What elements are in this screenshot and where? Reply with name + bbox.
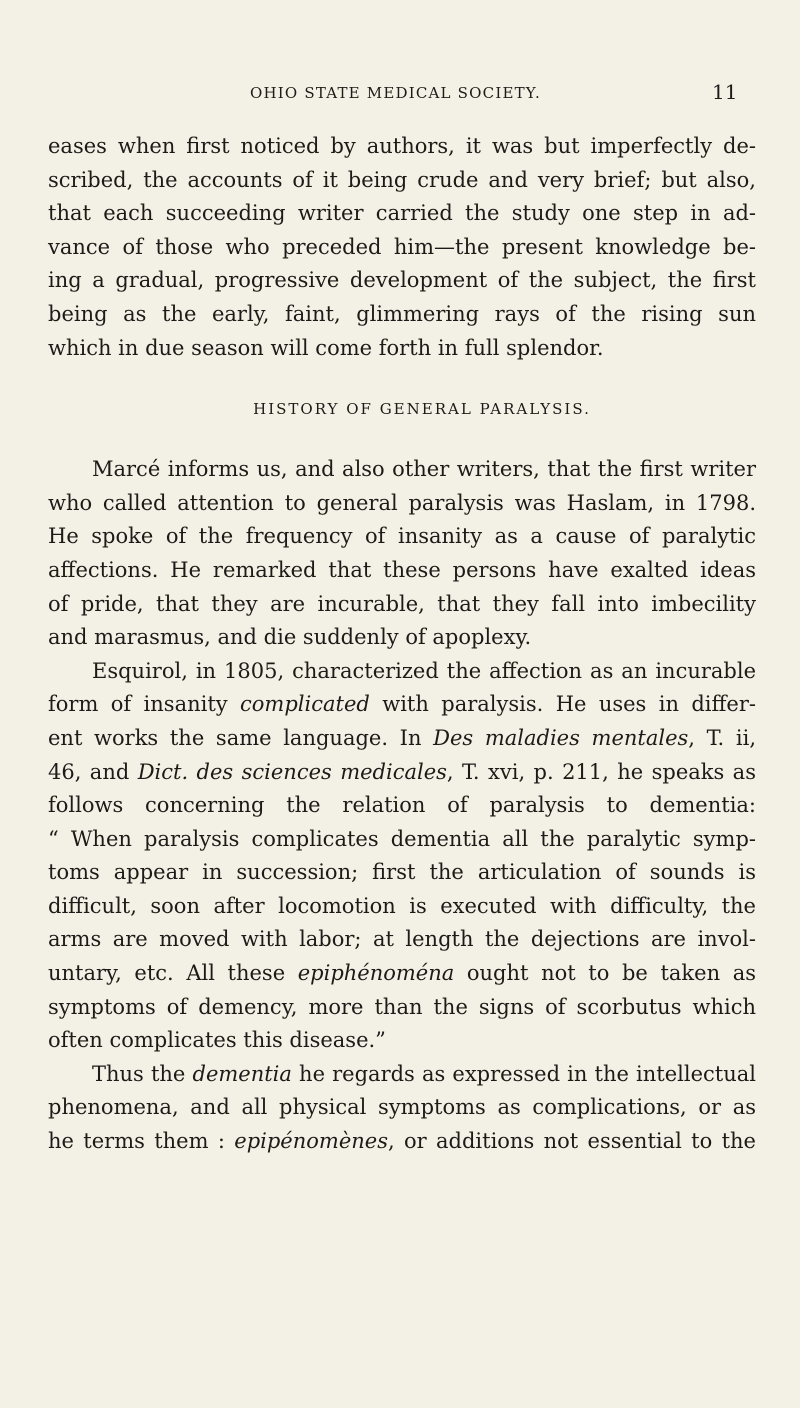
italic-term: dementia: [192, 1061, 292, 1086]
italic-title: Dict. des sciences medicales: [137, 759, 447, 784]
italic-term: complicated: [240, 692, 370, 717]
text-line: form of insanity complicated with paralysis. He uses in differ-: [48, 692, 756, 717]
running-head: OHIO STATE MEDICAL SOCIETY.: [250, 84, 541, 102]
text-line: eases when first noticed by authors, it was but imperfectly de-: [48, 134, 756, 158]
paragraph-continuation: [48, 130, 756, 365]
text-line: He spoke of the frequency of insanity as a cause of paralytic: [48, 524, 756, 549]
text-line: which in due season will come forth in full splendor.: [48, 335, 604, 360]
page-number: 11: [712, 80, 738, 104]
italic-term: epipénomènes: [234, 1129, 388, 1154]
text-line: scribed, the accounts of it being crude and very brief; but also,: [48, 167, 756, 192]
paragraph-esquirol: [48, 655, 756, 1058]
section-heading: HISTORY OF GENERAL PARALYSIS.: [253, 400, 591, 419]
text-line: arms are moved with labor; at length the dejections are invol-: [48, 927, 756, 952]
text-line: “ When paralysis complicates dementia all the paralytic symp-: [48, 826, 756, 851]
text-line: he terms them : epipénomènes, or additions not essential to the: [48, 1129, 756, 1154]
paragraph-haslam: [48, 453, 756, 655]
text-line: of pride, that they are incurable, that they fall into imbecility: [48, 591, 756, 616]
text-line: symptoms of demency, more than the signs of scorbutus which: [48, 994, 756, 1019]
text-line: toms appear in succession; first the articulation of sounds is: [48, 860, 756, 885]
text-line: vance of those who preceded him—the present knowledge be-: [48, 234, 756, 259]
text-line: ing a gradual, progressive development of the subject, the first: [48, 268, 756, 293]
text-line: difficult, soon after locomotion is executed with difficulty, the: [48, 893, 756, 918]
text-line: Thus the dementia he regards as expressed in the intellectual: [92, 1061, 756, 1086]
text-line: Marcé informs us, and also other writers, that the first writer: [92, 457, 756, 482]
text-line: being as the early, faint, glimmering rays of the rising sun: [48, 301, 756, 326]
paragraph-dementia: [48, 1058, 756, 1159]
italic-term: epiphénoménа: [297, 961, 455, 986]
text-line: phenomena, and all physical symptoms as complications, or as: [48, 1095, 756, 1120]
italic-title: Des maladies mentales: [433, 725, 689, 750]
text-line: that each succeeding writer carried the study one step in ad-: [48, 201, 756, 226]
text-line: and marasmus, and die suddenly of apoplexy.: [48, 625, 532, 650]
text-line: untary, etc. All these epiphénoménа ought not to be taken as: [48, 961, 756, 986]
text-line: ent works the same language. In Des maladies mentales, T. ii,: [48, 725, 756, 750]
body-text: [48, 130, 756, 1159]
text-line: often complicates this disease.”: [48, 1028, 386, 1053]
text-line: who called attention to general paralysis was Haslam, in 1798.: [48, 490, 756, 515]
text-line: 46, and Dict. des sciences medicales, T. xvi, p. 211, he speaks as: [48, 759, 756, 784]
text-line: affections. He remarked that these persons have exalted ideas: [48, 557, 756, 582]
text-line: follows concerning the relation of paralysis to dementia:: [48, 793, 756, 818]
text-line: Esquirol, in 1805, characterized the affection as an incurable: [92, 658, 756, 683]
